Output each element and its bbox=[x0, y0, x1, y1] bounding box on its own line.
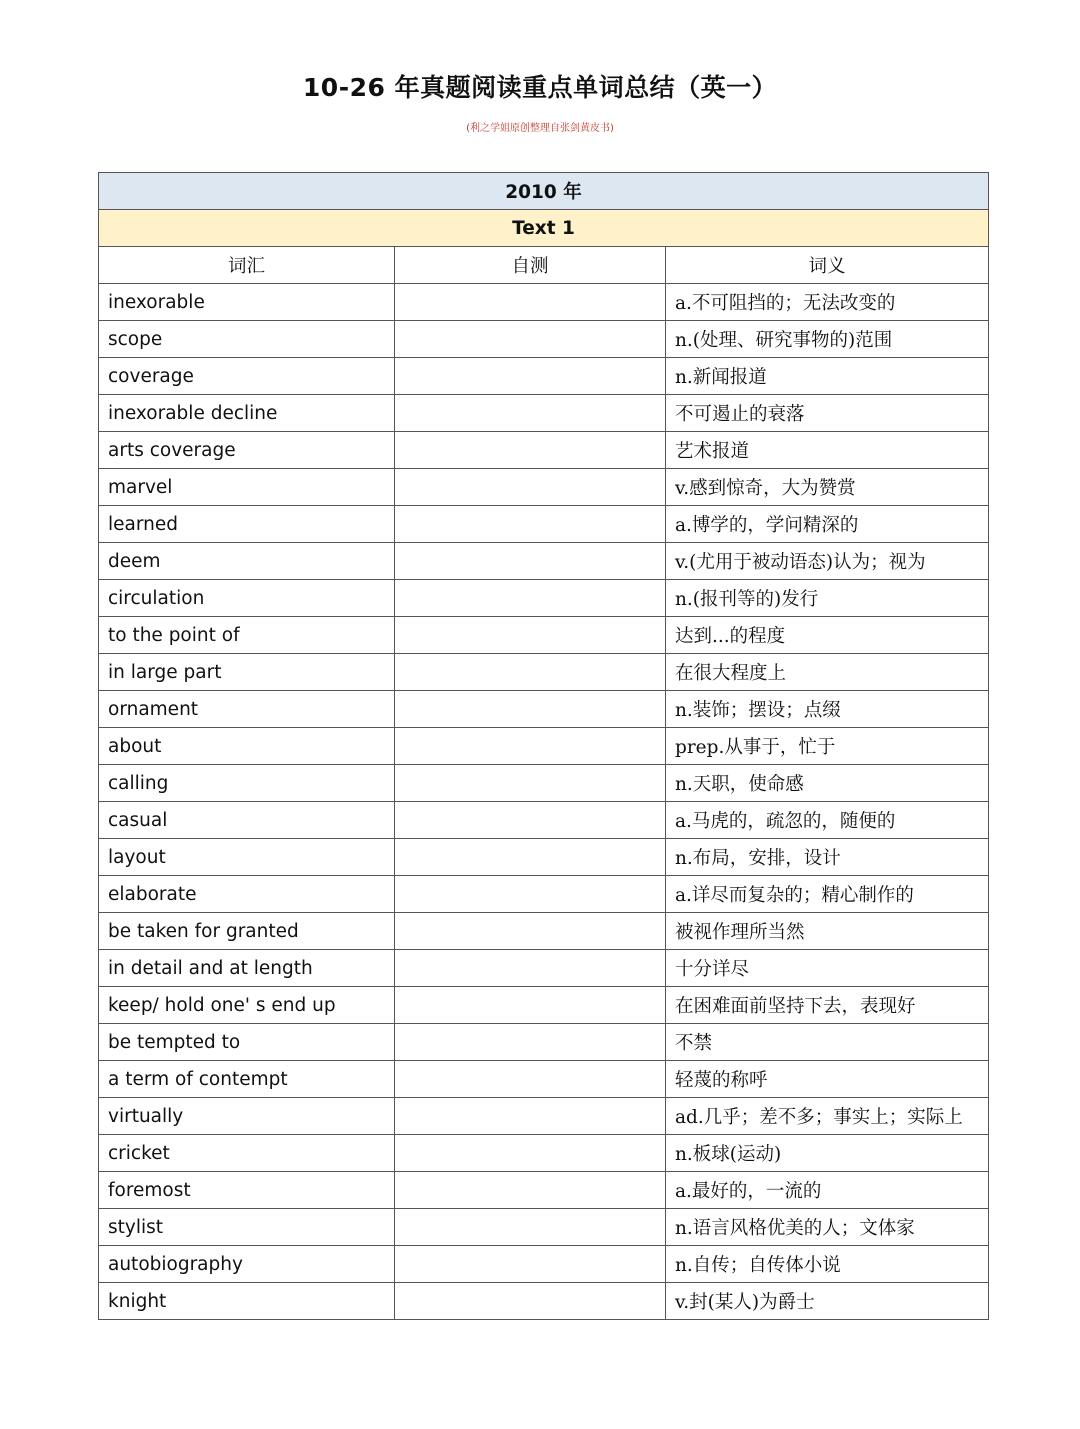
column-header-meaning: 词义 bbox=[666, 247, 989, 284]
vocab-meaning: ad.几乎；差不多；事实上；实际上 bbox=[666, 1098, 989, 1135]
vocab-word: in large part bbox=[99, 654, 395, 691]
vocab-meaning: n.天职，使命感 bbox=[666, 765, 989, 802]
vocab-word: learned bbox=[99, 506, 395, 543]
vocab-word: marvel bbox=[99, 469, 395, 506]
self-test-cell[interactable] bbox=[395, 876, 666, 913]
vocabulary-body bbox=[99, 284, 989, 1320]
page-subtitle: (利之学姐原创整理自张剑黄皮书) bbox=[466, 123, 614, 134]
table-row bbox=[99, 395, 989, 432]
self-test-cell[interactable] bbox=[395, 432, 666, 469]
self-test-cell[interactable] bbox=[395, 913, 666, 950]
vocab-meaning: 达到...的程度 bbox=[666, 617, 989, 654]
vocab-meaning: 艺术报道 bbox=[666, 432, 989, 469]
vocab-meaning: n.(报刊等的)发行 bbox=[666, 580, 989, 617]
self-test-cell[interactable] bbox=[395, 654, 666, 691]
vocab-meaning: a.详尽而复杂的；精心制作的 bbox=[666, 876, 989, 913]
self-test-cell[interactable] bbox=[395, 1098, 666, 1135]
vocab-word: scope bbox=[99, 321, 395, 358]
vocab-word: keep/ hold one' s end up bbox=[99, 987, 395, 1024]
table-row bbox=[99, 876, 989, 913]
vocab-word: ornament bbox=[99, 691, 395, 728]
vocab-word: calling bbox=[99, 765, 395, 802]
vocab-word: deem bbox=[99, 543, 395, 580]
column-header-word: 词汇 bbox=[99, 247, 395, 284]
vocab-meaning: a.马虎的，疏忽的，随便的 bbox=[666, 802, 989, 839]
table-row bbox=[99, 765, 989, 802]
table-row bbox=[99, 1209, 989, 1246]
table-row bbox=[99, 913, 989, 950]
vocab-word: foremost bbox=[99, 1172, 395, 1209]
year-row bbox=[99, 173, 989, 210]
table-row bbox=[99, 691, 989, 728]
self-test-cell[interactable] bbox=[395, 1246, 666, 1283]
self-test-cell[interactable] bbox=[395, 1135, 666, 1172]
vocab-word: autobiography bbox=[99, 1246, 395, 1283]
vocab-word: circulation bbox=[99, 580, 395, 617]
table-row bbox=[99, 728, 989, 765]
vocab-word: layout bbox=[99, 839, 395, 876]
vocab-word: knight bbox=[99, 1283, 395, 1320]
self-test-cell[interactable] bbox=[395, 1024, 666, 1061]
self-test-cell[interactable] bbox=[395, 358, 666, 395]
vocab-word: coverage bbox=[99, 358, 395, 395]
vocab-meaning: v.感到惊奇，大为赞赏 bbox=[666, 469, 989, 506]
self-test-cell[interactable] bbox=[395, 1283, 666, 1320]
vocab-meaning: n.新闻报道 bbox=[666, 358, 989, 395]
vocab-meaning: n.装饰；摆设；点缀 bbox=[666, 691, 989, 728]
table-row bbox=[99, 1061, 989, 1098]
table-row bbox=[99, 543, 989, 580]
vocab-word: elaborate bbox=[99, 876, 395, 913]
vocab-word: be tempted to bbox=[99, 1024, 395, 1061]
vocab-meaning: prep.从事于，忙于 bbox=[666, 728, 989, 765]
vocab-meaning: v.封(某人)为爵士 bbox=[666, 1283, 989, 1320]
text-header: Text 1 bbox=[99, 210, 989, 247]
self-test-cell[interactable] bbox=[395, 506, 666, 543]
column-header-test: 自测 bbox=[395, 247, 666, 284]
vocab-word: arts coverage bbox=[99, 432, 395, 469]
self-test-cell[interactable] bbox=[395, 691, 666, 728]
table-row bbox=[99, 358, 989, 395]
table-row bbox=[99, 1098, 989, 1135]
self-test-cell[interactable] bbox=[395, 802, 666, 839]
vocab-meaning: n.自传；自传体小说 bbox=[666, 1246, 989, 1283]
vocab-word: inexorable decline bbox=[99, 395, 395, 432]
self-test-cell[interactable] bbox=[395, 728, 666, 765]
self-test-cell[interactable] bbox=[395, 765, 666, 802]
table-row bbox=[99, 284, 989, 321]
vocab-meaning: 被视作理所当然 bbox=[666, 913, 989, 950]
table-row bbox=[99, 432, 989, 469]
vocab-meaning: n.语言风格优美的人；文体家 bbox=[666, 1209, 989, 1246]
vocab-meaning: n.布局，安排，设计 bbox=[666, 839, 989, 876]
table-row bbox=[99, 802, 989, 839]
vocab-word: a term of contempt bbox=[99, 1061, 395, 1098]
table-row bbox=[99, 617, 989, 654]
self-test-cell[interactable] bbox=[395, 543, 666, 580]
vocab-word: stylist bbox=[99, 1209, 395, 1246]
vocab-word: casual bbox=[99, 802, 395, 839]
year-header: 2010 年 bbox=[99, 173, 989, 210]
vocab-word: to the point of bbox=[99, 617, 395, 654]
table-row bbox=[99, 1135, 989, 1172]
column-header-row bbox=[99, 247, 989, 284]
vocab-word: cricket bbox=[99, 1135, 395, 1172]
table-row bbox=[99, 321, 989, 358]
self-test-cell[interactable] bbox=[395, 284, 666, 321]
vocab-meaning: a.最好的，一流的 bbox=[666, 1172, 989, 1209]
self-test-cell[interactable] bbox=[395, 617, 666, 654]
vocab-meaning: n.板球(运动) bbox=[666, 1135, 989, 1172]
vocab-word: in detail and at length bbox=[99, 950, 395, 987]
table-row bbox=[99, 580, 989, 617]
self-test-cell[interactable] bbox=[395, 1061, 666, 1098]
self-test-cell[interactable] bbox=[395, 469, 666, 506]
vocabulary-table bbox=[98, 172, 989, 1320]
vocab-meaning: a.博学的，学问精深的 bbox=[666, 506, 989, 543]
table-row bbox=[99, 469, 989, 506]
vocab-meaning: n.(处理、研究事物的)范围 bbox=[666, 321, 989, 358]
table-row bbox=[99, 839, 989, 876]
vocab-meaning: 不禁 bbox=[666, 1024, 989, 1061]
vocab-meaning: 轻蔑的称呼 bbox=[666, 1061, 989, 1098]
self-test-cell[interactable] bbox=[395, 580, 666, 617]
vocab-meaning: a.不可阻挡的；无法改变的 bbox=[666, 284, 989, 321]
table-row bbox=[99, 506, 989, 543]
table-row bbox=[99, 987, 989, 1024]
table-row bbox=[99, 654, 989, 691]
vocab-meaning: v.(尤用于被动语态)认为；视为 bbox=[666, 543, 989, 580]
self-test-cell[interactable] bbox=[395, 987, 666, 1024]
vocab-word: inexorable bbox=[99, 284, 395, 321]
vocab-meaning: 十分详尽 bbox=[666, 950, 989, 987]
vocab-word: be taken for granted bbox=[99, 913, 395, 950]
self-test-cell[interactable] bbox=[395, 839, 666, 876]
self-test-cell[interactable] bbox=[395, 321, 666, 358]
vocab-meaning: 在困难面前坚持下去，表现好 bbox=[666, 987, 989, 1024]
page-title: 10-26 年真题阅读重点单词总结（英一） bbox=[302, 73, 778, 102]
text-row bbox=[99, 210, 989, 247]
self-test-cell[interactable] bbox=[395, 395, 666, 432]
vocab-meaning: 不可遏止的衰落 bbox=[666, 395, 989, 432]
self-test-cell[interactable] bbox=[395, 950, 666, 987]
table-row bbox=[99, 1172, 989, 1209]
vocab-word: about bbox=[99, 728, 395, 765]
self-test-cell[interactable] bbox=[395, 1172, 666, 1209]
table-row bbox=[99, 1246, 989, 1283]
table-row bbox=[99, 950, 989, 987]
table-row bbox=[99, 1283, 989, 1320]
table-row bbox=[99, 1024, 989, 1061]
self-test-cell[interactable] bbox=[395, 1209, 666, 1246]
vocab-meaning: 在很大程度上 bbox=[666, 654, 989, 691]
vocab-word: virtually bbox=[99, 1098, 395, 1135]
